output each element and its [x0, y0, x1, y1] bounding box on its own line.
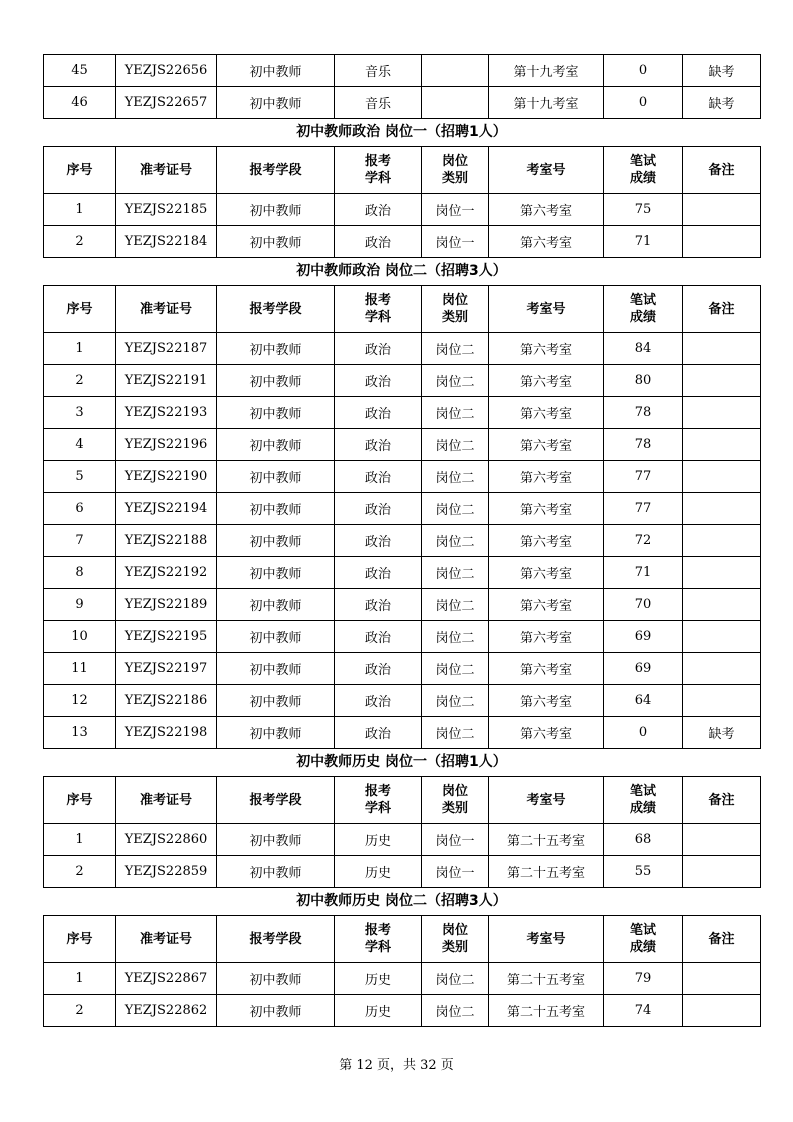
cell-room: 第二十五考室	[489, 963, 604, 995]
cell-no: 1	[44, 824, 116, 856]
cell-no: 6	[44, 493, 116, 525]
header-label: 笔试成绩	[630, 923, 657, 955]
cell-no: 11	[44, 653, 116, 685]
cell-post: 岗位二	[422, 397, 489, 429]
cell-post: 岗位一	[422, 226, 489, 258]
header-label: 序号	[66, 931, 93, 947]
header-label: 序号	[66, 301, 93, 317]
header-no	[44, 147, 116, 194]
cell-remark	[683, 685, 761, 717]
cell-room: 第六考室	[489, 365, 604, 397]
score-table	[43, 146, 761, 258]
table-row	[44, 461, 761, 493]
header-ticket	[116, 916, 217, 963]
section-title: 初中教师历史 岗位二（招聘3人）	[296, 893, 507, 909]
header-post	[422, 777, 489, 824]
cell-post: 岗位二	[422, 461, 489, 493]
cell-remark: 缺考	[683, 87, 761, 119]
cell-subject: 政治	[335, 621, 422, 653]
header-room	[489, 147, 604, 194]
header-label: 备注	[708, 792, 735, 808]
header-label: 岗位类别	[442, 154, 469, 186]
cell-room: 第二十五考室	[489, 995, 604, 1027]
cell-ticket: YEZJS22192	[116, 557, 217, 589]
cell-score: 72	[604, 525, 683, 557]
cell-no: 13	[44, 717, 116, 749]
cell-ticket: YEZJS22184	[116, 226, 217, 258]
table-row	[44, 333, 761, 365]
cell-stage: 初中教师	[217, 995, 335, 1027]
header-stage	[217, 777, 335, 824]
cell-subject: 历史	[335, 824, 422, 856]
cell-room: 第二十五考室	[489, 824, 604, 856]
header-label: 序号	[66, 792, 93, 808]
cell-room: 第六考室	[489, 685, 604, 717]
header-remark	[683, 777, 761, 824]
cell-no: 5	[44, 461, 116, 493]
table-row	[44, 365, 761, 397]
cell-post: 岗位一	[422, 856, 489, 888]
header-score	[604, 916, 683, 963]
cell-score: 75	[604, 194, 683, 226]
header-label: 准考证号	[139, 931, 192, 947]
header-remark	[683, 147, 761, 194]
cell-ticket: YEZJS22859	[116, 856, 217, 888]
document-body	[43, 54, 760, 1027]
cell-ticket: YEZJS22195	[116, 621, 217, 653]
cell-score: 77	[604, 493, 683, 525]
cell-no: 8	[44, 557, 116, 589]
cell-remark	[683, 194, 761, 226]
header-label: 笔试成绩	[630, 293, 657, 325]
table-row	[44, 194, 761, 226]
header-remark	[683, 916, 761, 963]
cell-stage: 初中教师	[217, 717, 335, 749]
table-row	[44, 525, 761, 557]
score-table	[43, 915, 761, 1027]
cell-subject: 政治	[335, 653, 422, 685]
cell-room: 第十九考室	[489, 87, 604, 119]
cell-score: 71	[604, 557, 683, 589]
cell-room: 第六考室	[489, 493, 604, 525]
table-row	[44, 653, 761, 685]
cell-remark	[683, 557, 761, 589]
table-row	[44, 226, 761, 258]
cell-remark	[683, 589, 761, 621]
cell-remark	[683, 824, 761, 856]
cell-room: 第六考室	[489, 397, 604, 429]
cell-remark	[683, 995, 761, 1027]
cell-ticket: YEZJS22656	[116, 55, 217, 87]
cell-post	[422, 55, 489, 87]
cell-ticket: YEZJS22186	[116, 685, 217, 717]
cell-subject: 音乐	[335, 87, 422, 119]
cell-ticket: YEZJS22197	[116, 653, 217, 685]
cell-ticket: YEZJS22198	[116, 717, 217, 749]
cell-stage: 初中教师	[217, 589, 335, 621]
header-post	[422, 286, 489, 333]
page-footer: 第 12 页，共 32 页	[339, 1058, 454, 1073]
cell-post: 岗位一	[422, 824, 489, 856]
section-title: 初中教师政治 岗位二（招聘3人）	[296, 263, 507, 279]
cell-stage: 初中教师	[217, 397, 335, 429]
cell-post: 岗位二	[422, 525, 489, 557]
cell-post: 岗位二	[422, 995, 489, 1027]
header-label: 准考证号	[139, 162, 192, 178]
cell-ticket: YEZJS22190	[116, 461, 217, 493]
cell-score: 0	[604, 87, 683, 119]
cell-room: 第六考室	[489, 226, 604, 258]
header-label: 考室号	[526, 162, 566, 178]
cell-score: 69	[604, 653, 683, 685]
header-label: 备注	[708, 162, 735, 178]
cell-stage: 初中教师	[217, 963, 335, 995]
cell-stage: 初中教师	[217, 525, 335, 557]
cell-subject: 历史	[335, 995, 422, 1027]
cell-ticket: YEZJS22862	[116, 995, 217, 1027]
cell-subject: 政治	[335, 333, 422, 365]
cell-post: 岗位二	[422, 429, 489, 461]
header-ticket	[116, 777, 217, 824]
cell-no: 2	[44, 995, 116, 1027]
cell-post: 岗位一	[422, 194, 489, 226]
header-room	[489, 777, 604, 824]
header-label: 备注	[708, 301, 735, 317]
cell-subject: 政治	[335, 429, 422, 461]
header-label: 岗位类别	[442, 923, 469, 955]
cell-room: 第六考室	[489, 653, 604, 685]
header-label: 准考证号	[139, 301, 192, 317]
cell-subject: 政治	[335, 557, 422, 589]
cell-subject: 政治	[335, 365, 422, 397]
cell-stage: 初中教师	[217, 461, 335, 493]
cell-room: 第六考室	[489, 717, 604, 749]
header-remark	[683, 286, 761, 333]
cell-room: 第六考室	[489, 461, 604, 493]
cell-post: 岗位二	[422, 365, 489, 397]
cell-room: 第六考室	[489, 429, 604, 461]
header-stage	[217, 286, 335, 333]
header-stage	[217, 147, 335, 194]
header-label: 笔试成绩	[630, 784, 657, 816]
header-label: 报考学段	[249, 162, 302, 178]
cell-ticket: YEZJS22191	[116, 365, 217, 397]
cell-post: 岗位二	[422, 493, 489, 525]
header-score	[604, 286, 683, 333]
cell-stage: 初中教师	[217, 429, 335, 461]
header-score	[604, 147, 683, 194]
cell-ticket: YEZJS22193	[116, 397, 217, 429]
cell-ticket: YEZJS22860	[116, 824, 217, 856]
table-row	[44, 824, 761, 856]
cell-subject: 政治	[335, 226, 422, 258]
table-row	[44, 87, 761, 119]
cell-room: 第六考室	[489, 333, 604, 365]
cell-no: 1	[44, 333, 116, 365]
header-ticket	[116, 147, 217, 194]
cell-score: 79	[604, 963, 683, 995]
header-label: 岗位类别	[442, 293, 469, 325]
section-title: 初中教师历史 岗位一（招聘1人）	[296, 754, 507, 770]
cell-post: 岗位二	[422, 557, 489, 589]
table-row	[44, 589, 761, 621]
cell-remark: 缺考	[683, 717, 761, 749]
cell-score: 69	[604, 621, 683, 653]
cell-ticket: YEZJS22188	[116, 525, 217, 557]
header-room	[489, 916, 604, 963]
cell-subject: 政治	[335, 461, 422, 493]
cell-remark: 缺考	[683, 55, 761, 87]
header-label: 岗位类别	[442, 784, 469, 816]
header-no	[44, 777, 116, 824]
cell-stage: 初中教师	[217, 824, 335, 856]
cell-no: 45	[44, 55, 116, 87]
cell-no: 7	[44, 525, 116, 557]
cell-score: 77	[604, 461, 683, 493]
cell-remark	[683, 493, 761, 525]
cell-subject: 政治	[335, 397, 422, 429]
cell-no: 2	[44, 856, 116, 888]
header-row	[44, 777, 761, 824]
cell-room: 第十九考室	[489, 55, 604, 87]
section-title: 初中教师政治 岗位一（招聘1人）	[296, 124, 507, 140]
cell-post: 岗位二	[422, 963, 489, 995]
cell-post: 岗位二	[422, 717, 489, 749]
cell-stage: 初中教师	[217, 87, 335, 119]
cell-stage: 初中教师	[217, 856, 335, 888]
cell-no: 3	[44, 397, 116, 429]
cell-post: 岗位二	[422, 621, 489, 653]
cell-remark	[683, 461, 761, 493]
table-row	[44, 55, 761, 87]
header-label: 报考学科	[365, 784, 392, 816]
cell-score: 0	[604, 717, 683, 749]
cell-no: 2	[44, 365, 116, 397]
header-label: 报考学段	[249, 931, 302, 947]
cell-score: 55	[604, 856, 683, 888]
cell-stage: 初中教师	[217, 621, 335, 653]
continuation-table	[43, 54, 761, 119]
cell-room: 第六考室	[489, 589, 604, 621]
cell-no: 10	[44, 621, 116, 653]
header-subject	[335, 777, 422, 824]
table-row	[44, 397, 761, 429]
cell-room: 第六考室	[489, 525, 604, 557]
cell-no: 12	[44, 685, 116, 717]
cell-score: 80	[604, 365, 683, 397]
cell-score: 71	[604, 226, 683, 258]
cell-post: 岗位二	[422, 589, 489, 621]
header-label: 报考学科	[365, 154, 392, 186]
cell-post: 岗位二	[422, 333, 489, 365]
cell-stage: 初中教师	[217, 333, 335, 365]
cell-remark	[683, 653, 761, 685]
header-stage	[217, 916, 335, 963]
cell-stage: 初中教师	[217, 226, 335, 258]
cell-no: 1	[44, 194, 116, 226]
cell-room: 第六考室	[489, 194, 604, 226]
header-label: 考室号	[526, 931, 566, 947]
score-table	[43, 285, 761, 749]
cell-remark	[683, 397, 761, 429]
cell-no: 9	[44, 589, 116, 621]
cell-room: 第六考室	[489, 621, 604, 653]
cell-subject: 政治	[335, 493, 422, 525]
header-label: 笔试成绩	[630, 154, 657, 186]
header-label: 考室号	[526, 301, 566, 317]
header-post	[422, 147, 489, 194]
cell-post	[422, 87, 489, 119]
cell-ticket: YEZJS22194	[116, 493, 217, 525]
header-label: 考室号	[526, 792, 566, 808]
table-row	[44, 621, 761, 653]
header-label: 准考证号	[139, 792, 192, 808]
cell-remark	[683, 525, 761, 557]
cell-ticket: YEZJS22189	[116, 589, 217, 621]
cell-remark	[683, 429, 761, 461]
header-subject	[335, 916, 422, 963]
cell-score: 70	[604, 589, 683, 621]
cell-remark	[683, 856, 761, 888]
cell-score: 78	[604, 429, 683, 461]
header-subject	[335, 286, 422, 333]
cell-remark	[683, 621, 761, 653]
cell-no: 4	[44, 429, 116, 461]
cell-no: 46	[44, 87, 116, 119]
cell-score: 68	[604, 824, 683, 856]
cell-subject: 历史	[335, 963, 422, 995]
cell-score: 0	[604, 55, 683, 87]
header-label: 备注	[708, 931, 735, 947]
cell-ticket: YEZJS22867	[116, 963, 217, 995]
header-label: 报考学科	[365, 293, 392, 325]
header-no	[44, 916, 116, 963]
header-ticket	[116, 286, 217, 333]
cell-subject: 音乐	[335, 55, 422, 87]
cell-remark	[683, 333, 761, 365]
header-row	[44, 286, 761, 333]
cell-remark	[683, 226, 761, 258]
cell-stage: 初中教师	[217, 653, 335, 685]
cell-score: 84	[604, 333, 683, 365]
table-row	[44, 856, 761, 888]
cell-subject: 政治	[335, 194, 422, 226]
cell-remark	[683, 365, 761, 397]
cell-remark	[683, 963, 761, 995]
table-row	[44, 493, 761, 525]
cell-subject: 历史	[335, 856, 422, 888]
cell-ticket: YEZJS22185	[116, 194, 217, 226]
header-post	[422, 916, 489, 963]
cell-ticket: YEZJS22196	[116, 429, 217, 461]
cell-ticket: YEZJS22187	[116, 333, 217, 365]
cell-score: 74	[604, 995, 683, 1027]
header-label: 报考学段	[249, 301, 302, 317]
cell-subject: 政治	[335, 685, 422, 717]
header-score	[604, 777, 683, 824]
header-label: 序号	[66, 162, 93, 178]
header-no	[44, 286, 116, 333]
cell-room: 第六考室	[489, 557, 604, 589]
cell-stage: 初中教师	[217, 194, 335, 226]
score-table	[43, 776, 761, 888]
table-row	[44, 963, 761, 995]
header-label: 报考学科	[365, 923, 392, 955]
table-row	[44, 557, 761, 589]
header-label: 报考学段	[249, 792, 302, 808]
cell-stage: 初中教师	[217, 557, 335, 589]
cell-subject: 政治	[335, 589, 422, 621]
cell-no: 2	[44, 226, 116, 258]
cell-stage: 初中教师	[217, 685, 335, 717]
cell-ticket: YEZJS22657	[116, 87, 217, 119]
cell-room: 第二十五考室	[489, 856, 604, 888]
header-row	[44, 916, 761, 963]
cell-score: 78	[604, 397, 683, 429]
table-row	[44, 717, 761, 749]
header-room	[489, 286, 604, 333]
table-row	[44, 429, 761, 461]
header-row	[44, 147, 761, 194]
cell-stage: 初中教师	[217, 55, 335, 87]
cell-post: 岗位二	[422, 653, 489, 685]
header-subject	[335, 147, 422, 194]
table-row	[44, 685, 761, 717]
cell-stage: 初中教师	[217, 493, 335, 525]
cell-post: 岗位二	[422, 685, 489, 717]
cell-subject: 政治	[335, 525, 422, 557]
cell-score: 64	[604, 685, 683, 717]
cell-no: 1	[44, 963, 116, 995]
cell-stage: 初中教师	[217, 365, 335, 397]
table-row	[44, 995, 761, 1027]
cell-subject: 政治	[335, 717, 422, 749]
